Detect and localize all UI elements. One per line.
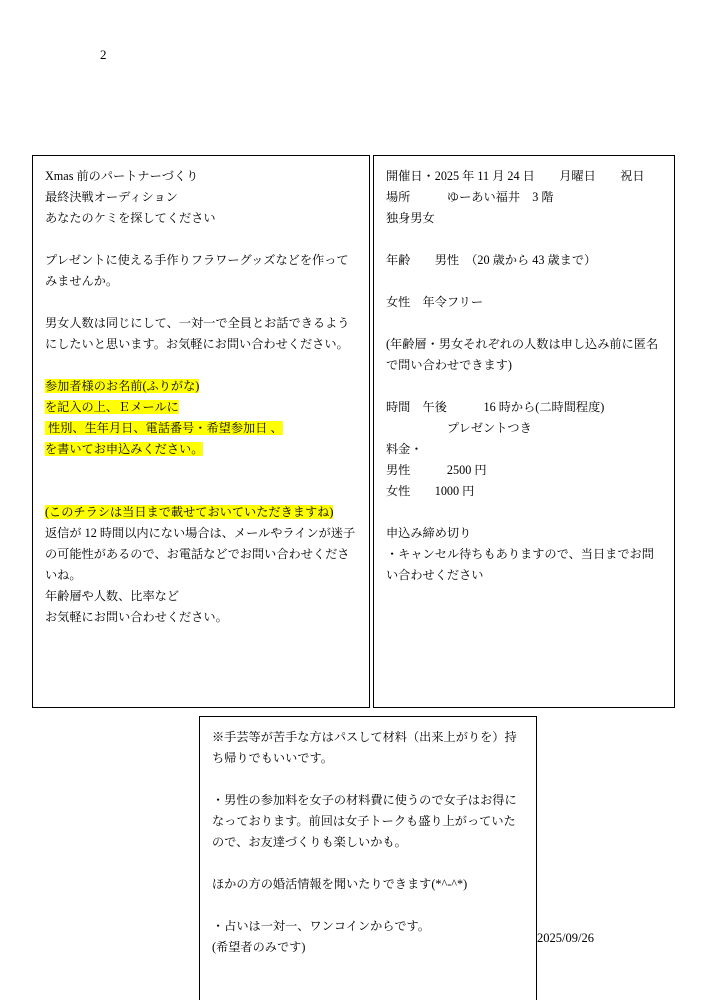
left-line: 返信が 12 時間以内にない場合は、メールやラインが迷子の可能性があるので、お電話などでお問い合わせくださいね。 bbox=[45, 525, 356, 582]
left-line: 最終決戦オーディション bbox=[45, 189, 178, 204]
right-line: ・キャンセル待ちもありますので、当日までお問い合わせください bbox=[386, 546, 654, 582]
left-line-highlighted bbox=[45, 376, 357, 397]
right-line: (年齢層・男女それぞれの人数は申し込み前に匿名で問い合わせできます) bbox=[386, 336, 659, 372]
bottom-line-spacer bbox=[212, 895, 524, 916]
left-line-spacer bbox=[45, 481, 357, 502]
bottom-text-box bbox=[199, 716, 537, 1000]
left-line-spacer bbox=[45, 460, 357, 481]
highlight-span: 参加者様のお名前(ふりがな) bbox=[45, 378, 200, 393]
left-line-spacer bbox=[45, 292, 357, 313]
bottom-line: (希望者のみです) bbox=[212, 939, 306, 954]
left-line: Xmas 前のパートナーづくり bbox=[45, 169, 199, 183]
left-line: あなたのケミを探してください bbox=[45, 210, 216, 225]
date-stamp: 2025/09/26 bbox=[537, 931, 594, 945]
right-line: 女性 年令フリー bbox=[386, 294, 484, 309]
bottom-line: ・占いは一対一、ワンコインからです。 bbox=[212, 918, 430, 933]
bottom-line-spacer bbox=[212, 769, 524, 790]
left-line-highlighted bbox=[45, 439, 357, 460]
bottom-line: ※手芸等が苦手な方はパスして材料（出来上がりを）持ち帰りでもいいです。 bbox=[212, 730, 517, 765]
left-line-highlighted bbox=[45, 502, 357, 523]
right-line: 年齢 男性 （20 歳から 43 歳まで） bbox=[386, 252, 597, 267]
right-line: 独身男女 bbox=[386, 210, 435, 225]
highlight-span: を書いてお申込みください。 bbox=[45, 441, 204, 456]
highlight-span: (このチラシは当日まで載せておいていただきますね) bbox=[45, 504, 334, 519]
right-line-spacer bbox=[386, 229, 662, 250]
right-line: 料金・ bbox=[386, 441, 423, 456]
right-line: プレゼントつき bbox=[386, 420, 532, 435]
left-line-highlighted bbox=[45, 397, 357, 418]
left-text-box bbox=[32, 155, 370, 708]
highlight-span: 性別、生年月日、電話番号・希望参加日 、 bbox=[45, 420, 283, 435]
left-line: プレゼントに使える手作りフラワーグッズなどを作ってみませんか。 bbox=[45, 252, 349, 288]
left-line-highlighted bbox=[45, 418, 357, 439]
right-line: 女性 1000 円 bbox=[386, 483, 475, 498]
right-line: 申込み締め切り bbox=[386, 525, 472, 540]
right-line: 場所 ゆーあい福井 3 階 bbox=[386, 189, 554, 204]
right-line: 開催日・2025 年 11 月 24 日 月曜日 祝日 bbox=[386, 169, 645, 183]
left-line: 男女人数は同じにして、一対一で全員とお話できるようにしたいと思います。お気軽にお問い合わせください。 bbox=[45, 315, 350, 351]
left-line-spacer bbox=[45, 355, 357, 376]
right-line-spacer bbox=[386, 376, 662, 397]
left-line: お気軽にお問い合わせください。 bbox=[45, 609, 228, 624]
right-text-box bbox=[373, 155, 675, 708]
page-number: 2 bbox=[100, 47, 107, 62]
right-line: 時間 午後 16 時から(二時間程度) bbox=[386, 399, 605, 414]
right-line-spacer bbox=[386, 502, 662, 523]
right-line-spacer bbox=[386, 271, 662, 292]
highlight-span: を記入の上、Ｅメールに bbox=[45, 399, 179, 414]
bottom-line-spacer bbox=[212, 853, 524, 874]
left-line: 年齢層や人数、比率など bbox=[45, 588, 180, 603]
left-line-spacer bbox=[45, 229, 357, 250]
bottom-line: ・男性の参加料を女子の材料費に使うので女子はお得になっております。前回は女子トークも盛り上がっていたので、お友達づくりも楽しいかも。 bbox=[212, 792, 517, 849]
right-line: 男性 2500 円 bbox=[386, 462, 487, 477]
bottom-line: ほかの方の婚活情報を聞いたりできます(*^-^*) bbox=[212, 876, 468, 891]
right-line-spacer bbox=[386, 313, 662, 334]
